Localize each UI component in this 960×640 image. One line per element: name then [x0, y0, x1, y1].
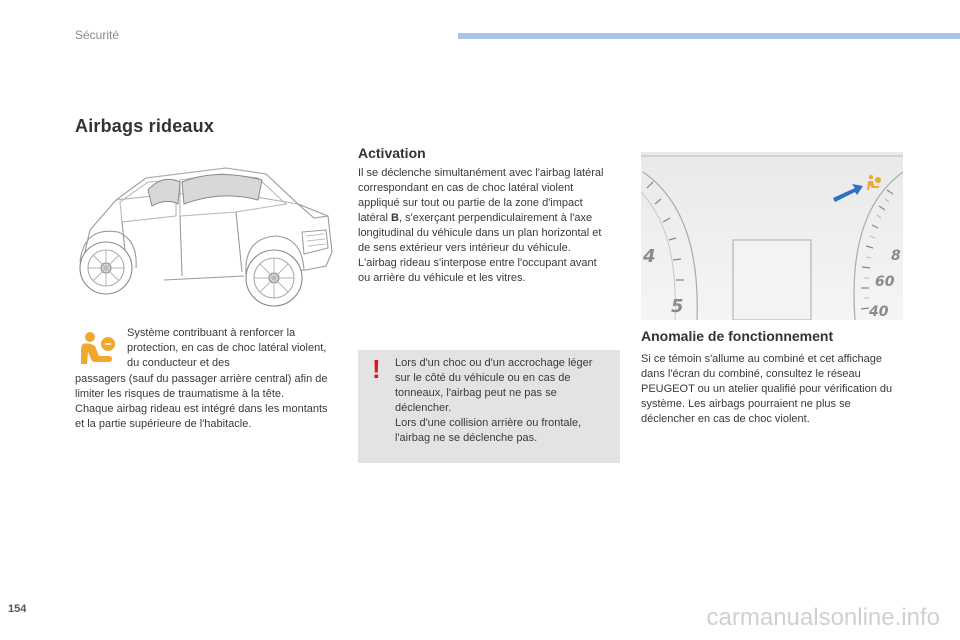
instrument-cluster-illustration: [641, 152, 903, 320]
activation-text-part2: , s'exerçant perpendiculairement à l'axe longitudinal du véhicule dans un plan horizontal et de sens extérieur vers intérieur du véhicule.: [358, 212, 602, 254]
intro-para1-cont: passagers (sauf du passager arrière central) afin de limiter les risques de traumatisme à la tête.: [75, 373, 328, 400]
impact-zone-label: B: [391, 212, 399, 224]
warning-box: [358, 350, 620, 463]
activation-text2: L'airbag rideau s'interpose entre l'occupant avant ou arrière du véhicule et les vitres.: [358, 257, 597, 284]
car-illustration: [76, 160, 338, 332]
airbag-warning-icon: [75, 328, 119, 372]
intro-text: [75, 326, 337, 432]
left-gauge-5: 5: [671, 296, 684, 317]
page-title: Airbags rideaux: [75, 116, 215, 136]
activation-text: [358, 166, 604, 286]
malfunction-heading: Anomalie de fonctionnement: [641, 328, 834, 344]
warning-line1: Lors d'un choc ou d'un accrochage léger sur le côté du véhicule ou en cas de tonneaux, l'airbag peut ne pas se déclencher.: [395, 357, 593, 414]
intro-para2: Chaque airbag rideau est intégré dans les montants et la partie supérieure de l'habitacle.: [75, 403, 328, 430]
page-number: 154: [8, 603, 27, 615]
right-gauge-8: 8: [891, 248, 901, 264]
intro-para1: Système contribuant à renforcer la protection, en cas de choc latéral violent, du conducteur et des: [127, 327, 327, 369]
header-bar: [458, 33, 960, 39]
warning-exclamation-icon: !: [372, 354, 381, 384]
warning-text: [395, 356, 609, 446]
right-gauge-40: 40: [869, 304, 889, 320]
left-gauge-4: 4: [643, 246, 656, 267]
malfunction-text: Si ce témoin s'allume au combiné et cet affichage dans l'écran du combiné, consultez le réseau PEUGEOT ou un atelier qualifié pour vérification du système. Les airbags pourraient ne plus se déclencher en cas de choc violent.: [641, 353, 893, 425]
section-label: Sécurité: [75, 28, 120, 42]
activation-heading: Activation: [358, 145, 426, 161]
watermark: carmanualsonline.info: [706, 604, 940, 631]
warning-line2: Lors d'une collision arrière ou frontale, l'airbag ne se déclenche pas.: [395, 417, 582, 444]
activation-text-part1: Il se déclenche simultanément avec l'airbag latéral correspondant en cas de choc latéral violent appliqué sur tout ou partie de la zone d'impact latéral: [358, 167, 604, 224]
right-gauge-60: 60: [875, 274, 895, 290]
